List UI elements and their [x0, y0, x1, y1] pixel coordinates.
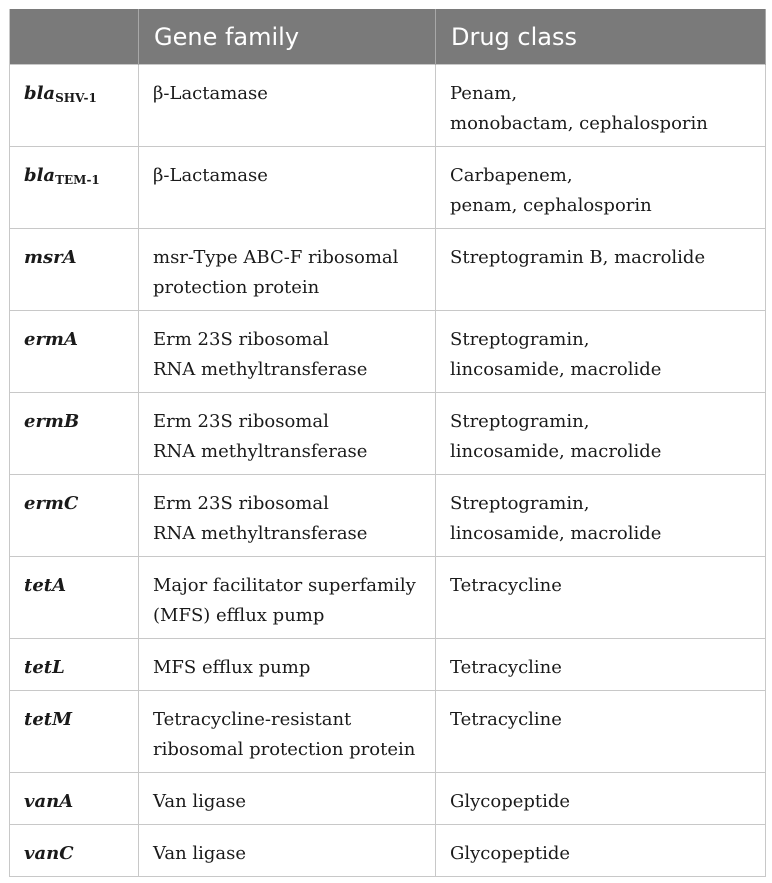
header-gene-family: Gene family	[139, 9, 436, 65]
gene-family-cell	[139, 393, 436, 475]
gene-name: vanA	[24, 791, 74, 812]
drug-class-text: Streptogramin,	[450, 411, 590, 432]
drug-class-text: Tetracycline	[450, 575, 562, 596]
gene-name: ermA	[24, 329, 78, 350]
header-row	[10, 9, 766, 65]
drug-class-text: Tetracycline	[450, 657, 562, 678]
gene-family-text: Van ligase	[153, 843, 247, 864]
drug-class-cell	[436, 691, 766, 773]
drug-class-cell	[436, 393, 766, 475]
table-header	[10, 9, 766, 65]
drug-class-text: Tetracycline	[450, 709, 562, 730]
drug-class-cell	[436, 639, 766, 691]
drug-class-text: Streptogramin,	[450, 493, 590, 514]
drug-class-cell	[436, 557, 766, 639]
resistance-gene-table	[9, 9, 766, 877]
gene-family-cell	[139, 229, 436, 311]
drug-class-text: Glycopeptide	[450, 791, 571, 812]
gene-cell	[10, 825, 139, 877]
table-row	[10, 65, 766, 147]
table-body	[10, 65, 766, 877]
gene-family-cell	[139, 147, 436, 229]
gene-family-text: ribosomal protection protein	[153, 739, 416, 760]
table-row	[10, 773, 766, 825]
table-row	[10, 393, 766, 475]
gene-cell	[10, 773, 139, 825]
drug-class-cell	[436, 475, 766, 557]
gene-family-text: Erm 23S ribosomal	[153, 329, 329, 350]
gene-family-cell	[139, 773, 436, 825]
drug-class-cell	[436, 773, 766, 825]
drug-class-cell	[436, 825, 766, 877]
gene-cell	[10, 311, 139, 393]
gene-family-text: RNA methyltransferase	[153, 523, 368, 544]
table-row	[10, 639, 766, 691]
drug-class-text: lincosamide, macrolide	[450, 359, 662, 380]
gene-family-text: Major facilitator superfamily	[153, 575, 416, 596]
gene-name: bla	[24, 83, 56, 104]
gene-family-text: Van ligase	[153, 791, 247, 812]
gene-cell	[10, 557, 139, 639]
gene-subscript: SHV-1	[55, 91, 97, 105]
table-row	[10, 147, 766, 229]
drug-class-cell	[436, 65, 766, 147]
gene-family-text: Erm 23S ribosomal	[153, 411, 329, 432]
gene-cell	[10, 475, 139, 557]
drug-class-text: Streptogramin B, macrolide	[450, 247, 706, 268]
gene-name: ermB	[24, 411, 80, 432]
gene-family-cell	[139, 65, 436, 147]
table-row	[10, 825, 766, 877]
gene-cell	[10, 691, 139, 773]
gene-family-text: (MFS) efflux pump	[153, 605, 325, 626]
drug-class-text: Penam,	[450, 83, 518, 104]
gene-family-text: β-Lactamase	[153, 165, 268, 186]
drug-class-text: Glycopeptide	[450, 843, 571, 864]
header-drug-class: Drug class	[436, 9, 766, 65]
table-row	[10, 229, 766, 311]
gene-cell	[10, 65, 139, 147]
gene-family-cell	[139, 557, 436, 639]
gene-family-text: msr-Type ABC-F ribosomal	[153, 247, 399, 268]
drug-class-text: monobactam, cephalosporin	[450, 113, 708, 134]
gene-name: tetM	[24, 709, 73, 730]
drug-class-text: Streptogramin,	[450, 329, 590, 350]
gene-name: vanC	[24, 843, 74, 864]
gene-family-text: β-Lactamase	[153, 83, 268, 104]
gene-family-text: RNA methyltransferase	[153, 359, 368, 380]
drug-class-cell	[436, 147, 766, 229]
gene-cell	[10, 229, 139, 311]
gene-family-cell	[139, 691, 436, 773]
gene-family-cell	[139, 311, 436, 393]
gene-family-cell	[139, 639, 436, 691]
table-row	[10, 557, 766, 639]
drug-class-text: penam, cephalosporin	[450, 195, 652, 216]
gene-cell	[10, 393, 139, 475]
gene-name: bla	[24, 165, 56, 186]
table-row	[10, 691, 766, 773]
header-gene	[10, 9, 139, 65]
gene-name: ermC	[24, 493, 79, 514]
drug-class-cell	[436, 229, 766, 311]
table-row	[10, 311, 766, 393]
drug-class-text: Carbapenem,	[450, 165, 573, 186]
gene-family-cell	[139, 825, 436, 877]
gene-family-cell	[139, 475, 436, 557]
gene-family-text: Erm 23S ribosomal	[153, 493, 329, 514]
gene-name: tetA	[24, 575, 67, 596]
gene-family-text: RNA methyltransferase	[153, 441, 368, 462]
gene-cell	[10, 147, 139, 229]
gene-name: msrA	[24, 247, 77, 268]
drug-class-text: lincosamide, macrolide	[450, 441, 662, 462]
gene-family-text: protection protein	[153, 277, 320, 298]
drug-class-cell	[436, 311, 766, 393]
gene-name: tetL	[24, 657, 65, 678]
gene-family-text: Tetracycline-resistant	[153, 709, 352, 730]
gene-cell	[10, 639, 139, 691]
drug-class-text: lincosamide, macrolide	[450, 523, 662, 544]
gene-family-text: MFS efflux pump	[153, 657, 311, 678]
gene-subscript: TEM-1	[55, 173, 100, 187]
table-row	[10, 475, 766, 557]
